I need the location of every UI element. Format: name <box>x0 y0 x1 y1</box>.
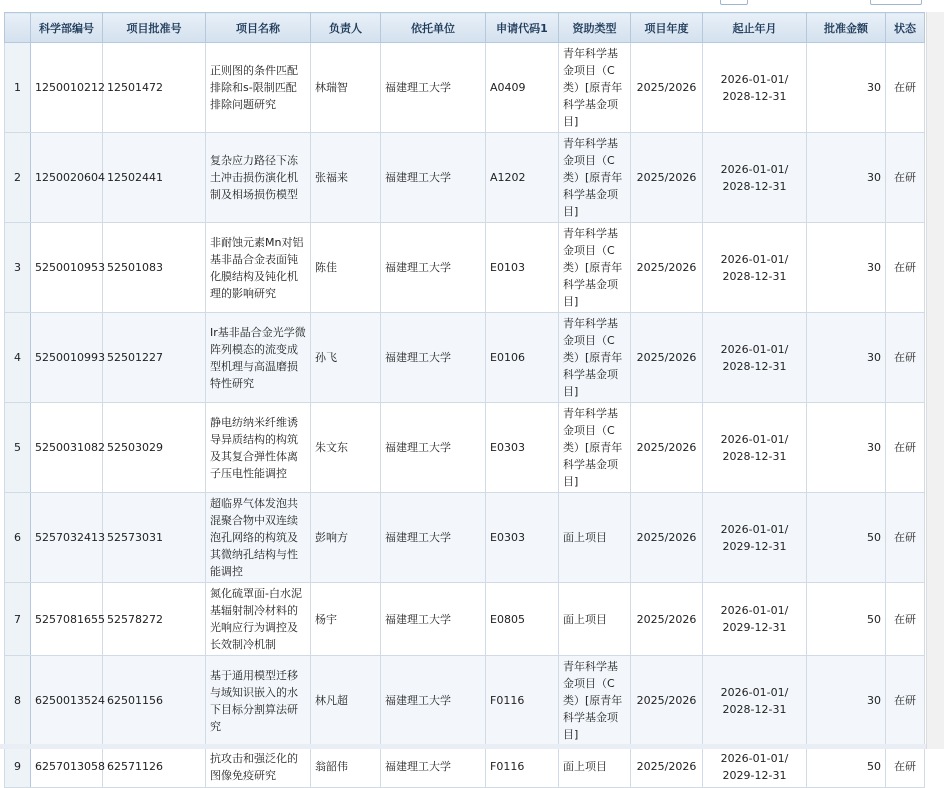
status-cell: 在研 <box>886 493 925 583</box>
project-name-cell[interactable]: 抗攻击和强泛化的图像免疫研究 <box>206 746 311 788</box>
code-cell: E0805 <box>486 583 559 656</box>
row-index: 8 <box>5 656 31 746</box>
project-name-cell[interactable]: 基于通用模型迁移与域知识嵌入的水下目标分割算法研究 <box>206 656 311 746</box>
amount-cell: 30 <box>807 656 886 746</box>
funding-type-cell: 青年科学基金项目（C类）[原青年科学基金项目] <box>559 313 631 403</box>
approval-no-cell: 12501472 <box>103 43 206 133</box>
leader-cell: 林凡超 <box>311 656 381 746</box>
table-row[interactable] <box>5 133 925 223</box>
code-cell: F0116 <box>486 746 559 788</box>
table-row[interactable] <box>5 223 925 313</box>
row-index: 7 <box>5 583 31 656</box>
unit-cell: 福建理工大学 <box>381 223 486 313</box>
dept-no-cell: 5250031082 <box>31 403 103 493</box>
period-cell: 2026-01-01/ 2028-12-31 <box>703 403 807 493</box>
amount-cell: 30 <box>807 43 886 133</box>
period-cell: 2026-01-01/ 2029-12-31 <box>703 493 807 583</box>
year-cell: 2025/2026 <box>631 746 703 788</box>
year-cell: 2025/2026 <box>631 403 703 493</box>
column-header-approval-no[interactable]: 项目批准号 <box>103 13 206 43</box>
column-header-amount[interactable]: 批准金额 <box>807 13 886 43</box>
leader-cell: 朱文东 <box>311 403 381 493</box>
approval-no-cell: 52578272 <box>103 583 206 656</box>
unit-cell: 福建理工大学 <box>381 133 486 223</box>
horizontal-scrollbar[interactable] <box>0 744 926 749</box>
year-cell: 2025/2026 <box>631 493 703 583</box>
leader-cell: 陈佳 <box>311 223 381 313</box>
column-header-code[interactable]: 申请代码1 <box>486 13 559 43</box>
funding-type-cell: 面上项目 <box>559 746 631 788</box>
status-cell: 在研 <box>886 746 925 788</box>
funding-type-cell: 青年科学基金项目（C类）[原青年科学基金项目] <box>559 656 631 746</box>
leader-cell: 杨宇 <box>311 583 381 656</box>
dept-no-cell: 1250010212 <box>31 43 103 133</box>
leader-cell: 翁韶伟 <box>311 746 381 788</box>
project-table <box>4 12 925 788</box>
status-cell: 在研 <box>886 133 925 223</box>
row-index: 1 <box>5 43 31 133</box>
code-cell: F0116 <box>486 656 559 746</box>
approval-no-cell: 62571126 <box>103 746 206 788</box>
unit-cell: 福建理工大学 <box>381 583 486 656</box>
period-cell: 2026-01-01/ 2028-12-31 <box>703 313 807 403</box>
year-cell: 2025/2026 <box>631 43 703 133</box>
column-header-unit[interactable]: 依托单位 <box>381 13 486 43</box>
approval-no-cell: 62501156 <box>103 656 206 746</box>
column-header-funding-type[interactable]: 资助类型 <box>559 13 631 43</box>
page-number-input[interactable] <box>720 0 748 5</box>
year-cell: 2025/2026 <box>631 313 703 403</box>
column-header-leader[interactable]: 负责人 <box>311 13 381 43</box>
row-index: 6 <box>5 493 31 583</box>
table-row[interactable] <box>5 313 925 403</box>
dept-no-cell: 5257081655 <box>31 583 103 656</box>
approval-no-cell: 52503029 <box>103 403 206 493</box>
amount-cell: 30 <box>807 313 886 403</box>
amount-cell: 50 <box>807 583 886 656</box>
code-cell: E0106 <box>486 313 559 403</box>
project-name-cell[interactable]: 正则图的条件匹配排除和s-限制匹配排除问题研究 <box>206 43 311 133</box>
year-cell: 2025/2026 <box>631 223 703 313</box>
table-row[interactable] <box>5 493 925 583</box>
funding-type-cell: 面上项目 <box>559 493 631 583</box>
unit-cell: 福建理工大学 <box>381 403 486 493</box>
funding-type-cell: 青年科学基金项目（C类）[原青年科学基金项目] <box>559 133 631 223</box>
column-header-period[interactable]: 起止年月 <box>703 13 807 43</box>
column-header-status[interactable]: 状态 <box>886 13 925 43</box>
status-cell: 在研 <box>886 223 925 313</box>
dept-no-cell: 5257032413 <box>31 493 103 583</box>
amount-cell: 50 <box>807 493 886 583</box>
leader-cell: 林瑞智 <box>311 43 381 133</box>
unit-cell: 福建理工大学 <box>381 656 486 746</box>
table-row[interactable] <box>5 403 925 493</box>
year-cell: 2025/2026 <box>631 656 703 746</box>
year-cell: 2025/2026 <box>631 133 703 223</box>
row-index: 9 <box>5 746 31 788</box>
dept-no-cell: 1250020604 <box>31 133 103 223</box>
amount-cell: 30 <box>807 133 886 223</box>
code-cell: E0303 <box>486 403 559 493</box>
unit-cell: 福建理工大学 <box>381 43 486 133</box>
approval-no-cell: 52501083 <box>103 223 206 313</box>
leader-cell: 彭响方 <box>311 493 381 583</box>
column-header-year[interactable]: 项目年度 <box>631 13 703 43</box>
table-row[interactable] <box>5 583 925 656</box>
status-cell: 在研 <box>886 43 925 133</box>
row-index: 2 <box>5 133 31 223</box>
toolbar-strip <box>0 0 944 12</box>
status-cell: 在研 <box>886 583 925 656</box>
funding-type-cell: 青年科学基金项目（C类）[原青年科学基金项目] <box>559 403 631 493</box>
column-header-index <box>5 13 31 43</box>
code-cell: E0303 <box>486 493 559 583</box>
dept-no-cell: 6257013058 <box>31 746 103 788</box>
dept-no-cell: 5250010993 <box>31 313 103 403</box>
column-header-project-name[interactable]: 项目名称 <box>206 13 311 43</box>
dept-no-cell: 6250013524 <box>31 656 103 746</box>
project-name-cell[interactable]: Ir基非晶合金光学微阵列模态的流变成型机理与高温磨损特性研究 <box>206 313 311 403</box>
table-row[interactable] <box>5 656 925 746</box>
period-cell: 2026-01-01/ 2028-12-31 <box>703 43 807 133</box>
funding-type-cell: 青年科学基金项目（C类）[原青年科学基金项目] <box>559 43 631 133</box>
status-cell: 在研 <box>886 313 925 403</box>
project-name-cell[interactable]: 氮化硫罩面-白水泥基辐射制冷材料的光响应行为调控及长效制冷机制 <box>206 583 311 656</box>
unit-cell: 福建理工大学 <box>381 313 486 403</box>
column-header-dept-no[interactable]: 科学部编号 <box>31 13 103 43</box>
year-cell: 2025/2026 <box>631 583 703 656</box>
approval-no-cell: 12502441 <box>103 133 206 223</box>
table-row[interactable] <box>5 746 925 788</box>
project-name-cell[interactable]: 非耐蚀元素Mn对铝基非晶合金表面钝化膜结构及钝化机理的影响研究 <box>206 223 311 313</box>
amount-cell: 30 <box>807 403 886 493</box>
dept-no-cell: 5250010953 <box>31 223 103 313</box>
funding-type-cell: 青年科学基金项目（C类）[原青年科学基金项目] <box>559 223 631 313</box>
period-cell: 2026-01-01/ 2029-12-31 <box>703 583 807 656</box>
vertical-scrollbar[interactable] <box>926 12 944 749</box>
approval-no-cell: 52573031 <box>103 493 206 583</box>
row-index: 3 <box>5 223 31 313</box>
unit-cell: 福建理工大学 <box>381 746 486 788</box>
approval-no-cell: 52501227 <box>103 313 206 403</box>
status-cell: 在研 <box>886 403 925 493</box>
amount-cell: 50 <box>807 746 886 788</box>
unit-cell: 福建理工大学 <box>381 493 486 583</box>
code-cell: E0103 <box>486 223 559 313</box>
row-index: 5 <box>5 403 31 493</box>
code-cell: A1202 <box>486 133 559 223</box>
project-name-cell[interactable]: 超临界气体发泡共混聚合物中双连续泡孔网络的构筑及其微纳孔结构与性能调控 <box>206 493 311 583</box>
code-cell: A0409 <box>486 43 559 133</box>
page-size-select[interactable] <box>870 0 922 5</box>
status-cell: 在研 <box>886 656 925 746</box>
row-index: 4 <box>5 313 31 403</box>
project-name-cell[interactable]: 静电纺纳米纤维诱导异质结构的构筑及其复合弹性体离子压电性能调控 <box>206 403 311 493</box>
period-cell: 2026-01-01/ 2028-12-31 <box>703 133 807 223</box>
leader-cell: 张福来 <box>311 133 381 223</box>
table-row[interactable] <box>5 43 925 133</box>
period-cell: 2026-01-01/ 2028-12-31 <box>703 223 807 313</box>
amount-cell: 30 <box>807 223 886 313</box>
period-cell: 2026-01-01/ 2029-12-31 <box>703 746 807 788</box>
funding-type-cell: 面上项目 <box>559 583 631 656</box>
project-name-cell[interactable]: 复杂应力路径下冻土冲击损伤演化机制及相场损伤模型 <box>206 133 311 223</box>
leader-cell: 孙飞 <box>311 313 381 403</box>
table-header-row <box>5 13 925 43</box>
period-cell: 2026-01-01/ 2028-12-31 <box>703 656 807 746</box>
